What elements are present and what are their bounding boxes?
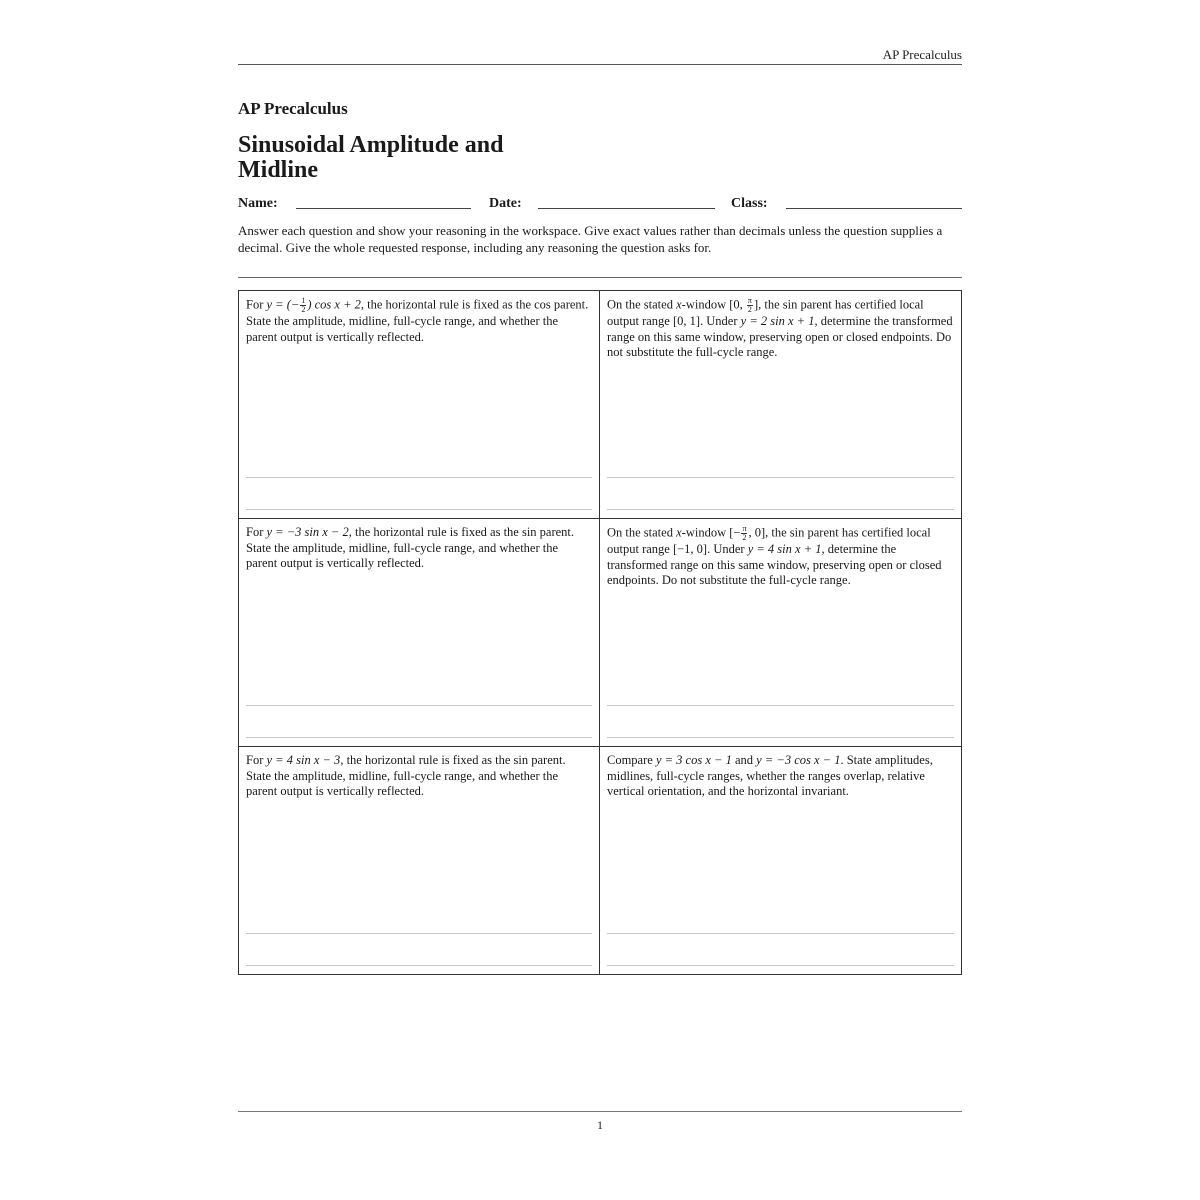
- prompt-text: On the stated: [607, 297, 677, 312]
- question-prompt-4: [607, 525, 954, 589]
- date-field[interactable]: [538, 208, 715, 209]
- section-divider: [238, 277, 962, 278]
- question-cell-4[interactable]: [600, 519, 961, 747]
- header-rule: [238, 64, 962, 65]
- answer-line[interactable]: [246, 933, 592, 934]
- question-prompt-6: [607, 753, 954, 800]
- fraction-numerator: π: [742, 524, 747, 533]
- answer-line[interactable]: [246, 705, 592, 706]
- name-label: Name:: [238, 196, 278, 211]
- prompt-text: -window [0,: [681, 297, 746, 312]
- prompt-math: y = 3 cos x − 1: [655, 753, 732, 767]
- answer-line[interactable]: [246, 737, 592, 738]
- prompt-text: , the horizontal rule is fixed as the sin parent. State the amplitude, midline, full-cycle range, and whether the parent output is vertically reflected.: [246, 753, 566, 798]
- prompt-text: , the horizontal rule is fixed as the cos parent. State the amplitude, midline, full-cycle range, and whether the parent output is vertically reflected.: [246, 297, 589, 344]
- answer-line[interactable]: [607, 933, 954, 934]
- prompt-text: and: [731, 753, 757, 767]
- prompt-text: , the horizontal rule is fixed as the sin parent. State the amplitude, midline, full-cycle range, and whether the parent output is vertically reflected.: [246, 525, 575, 570]
- prompt-text: . State amplitudes, midlines, full-cycle ranges, whether the ranges overlap, relative vertical orientation, and the horizontal invariant.: [607, 753, 933, 798]
- prompt-math: x: [676, 297, 682, 312]
- prompt-math: ) cos x + 2: [307, 297, 361, 312]
- fraction-numerator: 1: [301, 296, 306, 305]
- prompt-math: y = −3 sin x − 2: [266, 525, 349, 539]
- prompt-math: y = 2 sin x + 1: [740, 314, 815, 328]
- fraction: [747, 297, 753, 314]
- question-grid: [238, 290, 962, 975]
- course-label: AP Precalculus: [238, 99, 348, 118]
- fraction-denominator: 2: [742, 533, 747, 542]
- prompt-text: ], the sin parent has certified local output range [0, 1]. Under: [607, 297, 924, 328]
- question-cell-1[interactable]: [239, 291, 600, 519]
- question-cell-3[interactable]: [239, 519, 600, 747]
- prompt-math: x: [676, 525, 682, 540]
- worksheet-page: [238, 0, 962, 1200]
- question-cell-2[interactable]: [600, 291, 961, 519]
- prompt-math: y = (−: [266, 297, 300, 312]
- prompt-math: y = −3 cos x − 1: [756, 753, 841, 767]
- answer-line[interactable]: [246, 477, 592, 478]
- fraction: [741, 525, 747, 542]
- answer-line[interactable]: [607, 737, 954, 738]
- question-cell-6[interactable]: [600, 747, 961, 974]
- answer-line[interactable]: [246, 965, 592, 966]
- prompt-text: For: [246, 753, 267, 767]
- fraction: [300, 297, 306, 314]
- running-header: AP Precalculus: [882, 47, 962, 62]
- prompt-text: , determine the transformed range on this same window, preserving open or closed endpoints. Do not substitute the full-cycle range.: [607, 542, 942, 587]
- prompt-text: , 0], the sin parent has certified local output range [−1, 0]. Under: [607, 525, 931, 556]
- student-info-row: [238, 196, 962, 216]
- question-prompt-3: [246, 525, 592, 572]
- page-title: Sinusoidal Amplitude and Midline: [238, 132, 504, 183]
- class-field[interactable]: [786, 208, 962, 209]
- prompt-text: For: [246, 525, 267, 539]
- name-field[interactable]: [296, 208, 471, 209]
- fraction-denominator: 2: [747, 305, 752, 314]
- fraction-denominator: 2: [301, 305, 306, 314]
- answer-line[interactable]: [246, 509, 592, 510]
- prompt-math: y = 4 sin x + 1: [747, 542, 822, 556]
- question-cell-5[interactable]: [239, 747, 600, 974]
- prompt-math: y = 4 sin x − 3: [266, 753, 341, 767]
- answer-line[interactable]: [607, 509, 954, 510]
- question-prompt-5: [246, 753, 592, 800]
- prompt-text: Compare: [607, 753, 656, 767]
- prompt-text: For: [246, 297, 267, 312]
- question-prompt-1: [246, 297, 592, 345]
- prompt-text: On the stated: [607, 525, 677, 540]
- date-label: Date:: [489, 196, 522, 211]
- answer-line[interactable]: [607, 965, 954, 966]
- footer-rule: [238, 1111, 962, 1112]
- question-prompt-2: [607, 297, 954, 361]
- instructions: Answer each question and show your reasoning in the workspace. Give exact values rather than decimals unless the question supplies a decimal. Give the whole requested response, including any reasoning the question asks for.: [238, 223, 943, 255]
- prompt-text: , determine the transformed range on this same window, preserving open or closed endpoints. Do not substitute the full-cycle range.: [607, 314, 953, 359]
- answer-line[interactable]: [607, 705, 954, 706]
- prompt-text: -window [−: [681, 525, 741, 540]
- answer-line[interactable]: [607, 477, 954, 478]
- class-label: Class:: [731, 196, 768, 211]
- fraction-numerator: π: [747, 296, 752, 305]
- page-number: 1: [597, 1118, 603, 1132]
